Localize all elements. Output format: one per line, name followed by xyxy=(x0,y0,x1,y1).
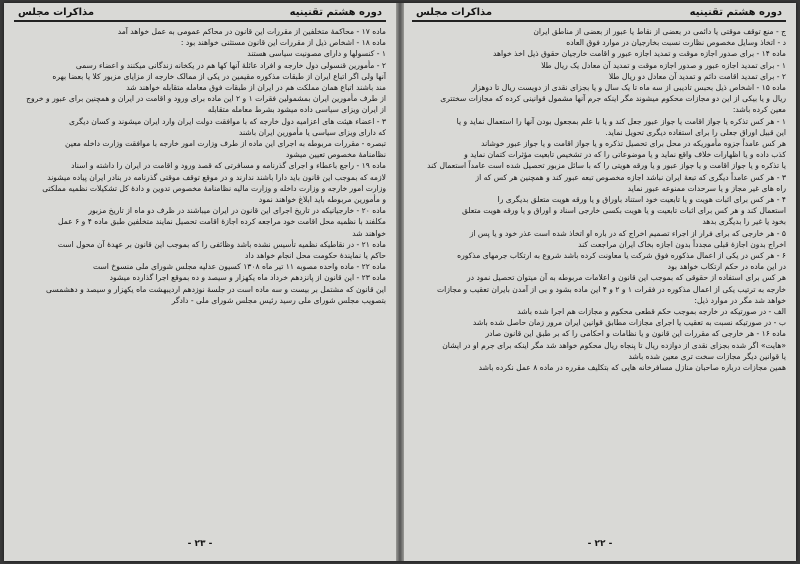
text-line: ۳ - هر کس عامداً دیگری که تبعهٔ ایران نباشد اجازه مخصوص تبعه عبور کند و همچنین هر کس که از xyxy=(475,172,786,182)
left-page-body xyxy=(14,26,386,306)
text-line: خارجه به ترتیب یکی از اعمال مذکوره در فقرات ۱ و ۲ و ۴ این ماده بشود و بی از آمدن بایران تعقیب و مجازات xyxy=(436,284,786,294)
text-line: ۲ - مأمورین قنسولی دول خارجه و افراد عائلهٔ آنها کها هم در یکخانه زندگانی میکنند و اعضاء رسمی xyxy=(75,60,386,70)
text-line: خواهد شد مگر در موارد ذیل: xyxy=(694,295,786,305)
text-line: نظامنامهٔ مخصوص تعیین میشود xyxy=(286,150,386,160)
text-line: ۴ - هر کس برای اثبات هویت و یا تابعیت خود استناد باوراق و یا ورقه هویت متعلق بدیگری را xyxy=(497,195,786,205)
text-line: ۳ - اعضاء هیئت های اعزامیه دول خارجه که با موافقت دولت ایران وارد ایران میشوند و کسان دیگری xyxy=(69,116,386,126)
text-line: تبصره - مقررات مربوطه به اجرای این ماده از طرف وزارت امور خارجه با موافقت وزارت داخله معین xyxy=(65,139,386,149)
left-page-number xyxy=(4,539,396,549)
text-line: ۱ - برای تمدید اجازه عبور و صدور اجازه موقت و تمدید آن معادل یک ریال طلا xyxy=(541,60,786,70)
text-line: ۱ - کنسولها و دارای مصونیت سیاسی هستند xyxy=(247,49,386,59)
left-page xyxy=(4,3,396,561)
right-page-number xyxy=(404,539,796,549)
text-line: بخود یا غیر را بدیگری بدهد xyxy=(702,217,786,227)
text-line: هر کس برای استفاده از حقوقی که بموجب این قانون و اعلامات مربوطه به آن میتوان تحصیل نمود در xyxy=(466,273,786,283)
left-header-title: مذاکرات مجلس xyxy=(18,7,95,18)
text-line: حاکم یا نمایندهٔ حکومت محل انجام خواهد داد xyxy=(245,251,386,261)
text-line: ماده ۲۱ - در نقاطیکه نظمیه تأسیس نشده باشد وظائفی را که بموجب این قانون بر عهدهٔ آن محول است xyxy=(57,239,386,249)
book-gutter xyxy=(396,3,404,561)
text-line: ماده ۱۶ - هر خارجی که مقررات این قانون و یا نظامات و احکامی را که بر طبق این قانون صادر xyxy=(485,329,786,339)
text-line: بتصویب مجلس شورای ملی رسید رئیس مجلس شورای ملی - دادگر xyxy=(171,295,386,305)
text-line: ۲ - برای تمدید اقامت دائم و تمدید آن معادل دو ریال طلا xyxy=(608,71,786,81)
text-line: استعمال کند و هر کس برای اثبات تابعیت و یا هویت بکسی خارجی اسناد و اوراق و یا ورقه هویت متعلق xyxy=(461,206,786,216)
text-line: همین مجازات درباره صاحبان منازل مسافرخانه هایی که بتکلیف مقرره در ماده ۸ عمل نکرده باشد xyxy=(478,363,786,373)
text-line: ۱ - هر کس تذکره یا جواز اقامت یا جواز عبور جعل کند و یا با علم بمجعول بودن آنها را استعمال نماید و یا xyxy=(456,116,786,126)
text-line: کذب داده و یا اظهارات خلاف واقع نماید و یا موضوعاتی را که در تشخیص تابعیت مؤثرات کتمان نماید و xyxy=(464,150,786,160)
text-line: از طرف مأمورین ایران بمشمولین فقرات ۱ و ۲ این ماده برای ورود و اقامت در ایران و همچنین برای عبور و خروج xyxy=(26,94,386,104)
text-line: خواهند شد xyxy=(352,228,386,238)
text-line: ماده ۱۴ - برای صدور اجازه موقت و تمدید اجازه عبور و اقامت خارجیان حقوق ذیل اخذ خواهد xyxy=(493,49,786,59)
text-line: یا قوانین دیگر مجازات سخت تری معین شده باشد xyxy=(628,351,786,361)
text-line: ۶ - هر کس در یکی از اعمال مذکوره فوق شرکت یا معاونت کرده باشد شروع به ارتکاب جرمهای مذکوره xyxy=(457,251,786,261)
right-page-body xyxy=(412,26,786,373)
text-line: آنها ولی اگر اتباع ایران از طبقات مذکوره مقیمین در یکی از ممالک خارجه از مزایای مزبور کلا یا بعضا بهره xyxy=(52,71,386,81)
right-header-title: مذاکرات مجلس xyxy=(416,7,493,18)
text-line: د - اتخاذ وسایل مخصوص نظارت نسبت بخارجیان در موارد فوق العاده xyxy=(566,38,786,48)
right-page-number-text: - ۲۲ - xyxy=(587,539,613,549)
text-line: ماده ۲۳ - این قانون از پانزدهم خرداد ماه یکهزار و سیصد و ده بموقع اجرا گذارده میشود xyxy=(109,273,386,283)
text-line: معین کرده باشد: xyxy=(732,105,786,115)
text-line: در این ماده در حکم ارتکاب خواهد بود xyxy=(667,262,786,272)
text-line: مکلفند با نظمیه محل اقامت خود مراجعه کرده اجازهٔ اقامت تحصیل نمایند متخلفین طبق ماده ۴ و ۶ عمل xyxy=(58,217,386,227)
text-line: الف - در صورتیکه در خارجه بموجب حکم قطعی محکوم و مجازات هم اجرا شده باشد xyxy=(517,307,786,317)
left-page-number-text: - ۲۳ - xyxy=(187,539,213,549)
text-line: مند باشند اتباع همان مملکت هم در ایران از طبقات فوق معامله متقابله خواهند شد xyxy=(126,83,386,93)
text-line: ماده ۱۸ - اشخاص ذیل از مقررات این قانون مستثنی خواهند بود : xyxy=(180,38,386,48)
text-line: این قانون که مشتمل بر بیست و سه ماده است در جلسهٔ نوزدهم اردیبهشت ماه یکهزار و سیصد و دهشمسی xyxy=(46,284,386,294)
left-header-session: دوره هشتم تقنینیه xyxy=(289,7,382,18)
text-line: اخراج بدون اجازهٔ قبلی مجدداً بدون اجازه بخاک ایران مراجعت کند xyxy=(578,239,786,249)
text-line: ۵ - هر خارجی که برای فرار از اجراء تصمیم اخراج که در باره او اتخاذ شده است عذر خود و یا پس از xyxy=(469,228,786,238)
text-line: که دارای ویزای سیاسی یا مأمورین ایران باشند xyxy=(238,127,386,137)
text-line: و مأمورین مربوطه باید ابلاغ خواهند نمود xyxy=(258,195,386,205)
text-line: وزارت امور خارجه و وزارت داخله و وزارت مالیه نظامنامهٔ مخصوص تدوین و دادهٔ کل تشکیلات نظمیه مملکتی xyxy=(42,183,386,193)
text-line: یا تذکره و یا جواز اقامت و یا جواز عبور و یا ورقه هویتی را که با سائل مزبور تحصیل شده است عامداً استعمال کند xyxy=(427,161,786,171)
text-line: ماده ۲۲ - ماده واحده مصوبه ۱۱ تیر ماه ۱۳۰۸ کسیون عدلیه مجلس شورای ملی منسوخ است xyxy=(92,262,386,272)
book-spread xyxy=(4,3,796,561)
text-line: ماده ۱۷ - محاکمهٔ متخلفین از مقررات این قانون در محاکم عمومی به عمل خواهد آمد xyxy=(117,27,386,36)
right-page xyxy=(404,3,796,561)
text-line: از ایران ویزای سیاسی داده میشود بشرط معامله متقابله xyxy=(207,105,386,115)
right-page-header xyxy=(412,7,786,22)
text-line: این قبیل اوراق جعلی را برای استفاده دیگری تحویل نماید. xyxy=(605,127,786,137)
text-line: راه های غیر مجاز و یا سرحدات ممنوعه عبور نماید xyxy=(627,183,786,193)
text-line: «هایت» اگر شده بجزای نقدی از دوازده ریال تا پنجاه ریال محکوم خواهد شد مگر اینکه برای جرم او در ایشان xyxy=(442,340,786,350)
text-line: ب - در صورتیکه نسبت به تعقیب یا اجرای مجازات مطابق قوانین ایران مرور زمان حاصل شده باشد xyxy=(472,318,786,328)
text-line: هر کس عامداً جزوه مأموریکه در محل برای تحصیل تذکره و یا جواز اقامت و یا جواز عبور خوشاند xyxy=(481,139,786,149)
text-line: ج - منع توقف موقتی یا دائمی در بعضی از نقاط یا عبور از بعضی از مناطق ایران xyxy=(533,27,786,36)
left-page-header xyxy=(14,7,386,22)
text-line: ماده ۱۵ - اشخاص ذیل بحبس تادیبی از سه ماه تا یک سال و یا بجزای نقدی از دویست ریال تا دوهزار xyxy=(471,83,786,93)
text-line: لازمه که بموجب این قانون باید دارا باشند ندارند و در موقع توقف موقتی گذرنامه در بنادر ایران پیاده میشوند xyxy=(47,172,386,182)
text-line: ریال و یا بیکی از این دو مجازات محکوم میشوند مگر اینکه جرم آنها مشمول قوانینی کرده که مجازات سختتری xyxy=(440,94,786,104)
text-line: ماده ۱۹ - راجع باعطاء و اجرای گذرنامه و مسافرتی که قصد ورود و اقامت در ایران را داشته و اسناد xyxy=(71,161,386,171)
right-header-session: دوره هشتم تقنینیه xyxy=(689,7,782,18)
text-line: ماده ۲۰ - خارجیانیکه در تاریخ اجرای این قانون در ایران میباشند در ظرف دو ماه از تاریخ مزبور xyxy=(88,206,386,216)
